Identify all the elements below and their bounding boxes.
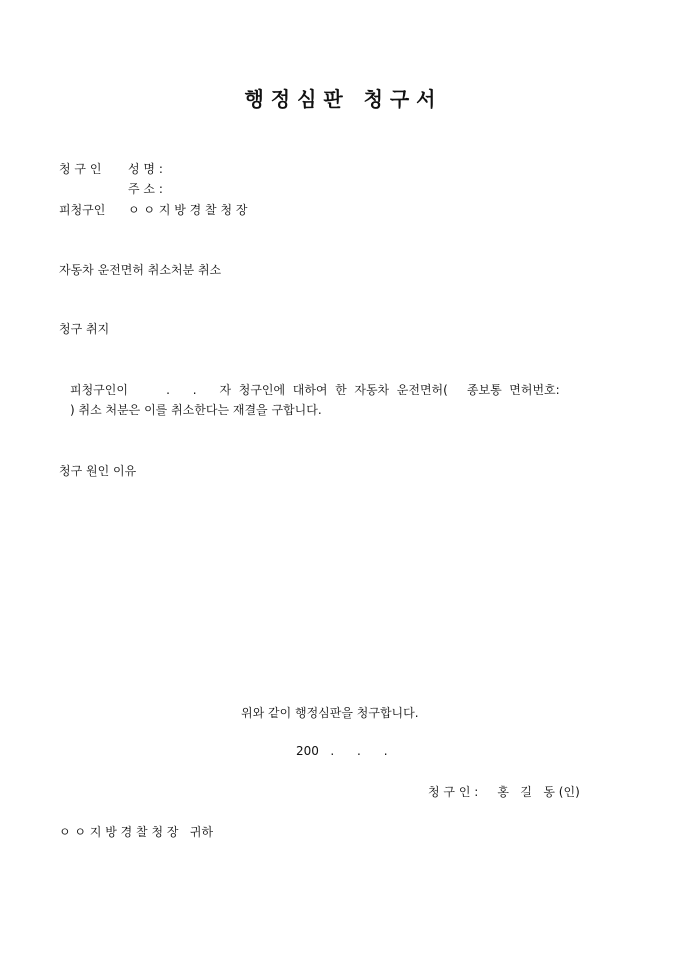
document-title: 행 정 심 판 청 구 서 (244, 87, 436, 111)
name-label: 성 명 : (128, 162, 163, 176)
reason-heading: 청구 원인 이유 (59, 464, 137, 478)
claimant-label: 청 구 인 (59, 162, 102, 176)
purpose-heading: 청구 취지 (59, 322, 110, 336)
closing-statement: 위와 같이 행정심판을 청구합니다. (241, 706, 419, 720)
signature-line: 청 구 인 : 홍 길 동 (인) (428, 785, 580, 799)
addressee: ㅇ ㅇ 지 방 경 찰 청 장 귀하 (59, 825, 214, 839)
respondent-value: ㅇ ㅇ 지 방 경 찰 청 장 (128, 203, 248, 217)
respondent-label: 피청구인 (59, 203, 106, 217)
purpose-line-1: 피청구인이 . . 자 청구인에 대하여 한 자동차 운전면허( 종보통 면허번호: (70, 383, 560, 397)
date-line: 200 . . . (296, 744, 388, 758)
case-subject: 자동차 운전면허 취소처분 취소 (59, 263, 222, 277)
purpose-line-2: ) 취소 처분은 이를 취소한다는 재결을 구합니다. (70, 403, 322, 417)
address-label: 주 소 : (128, 182, 163, 196)
